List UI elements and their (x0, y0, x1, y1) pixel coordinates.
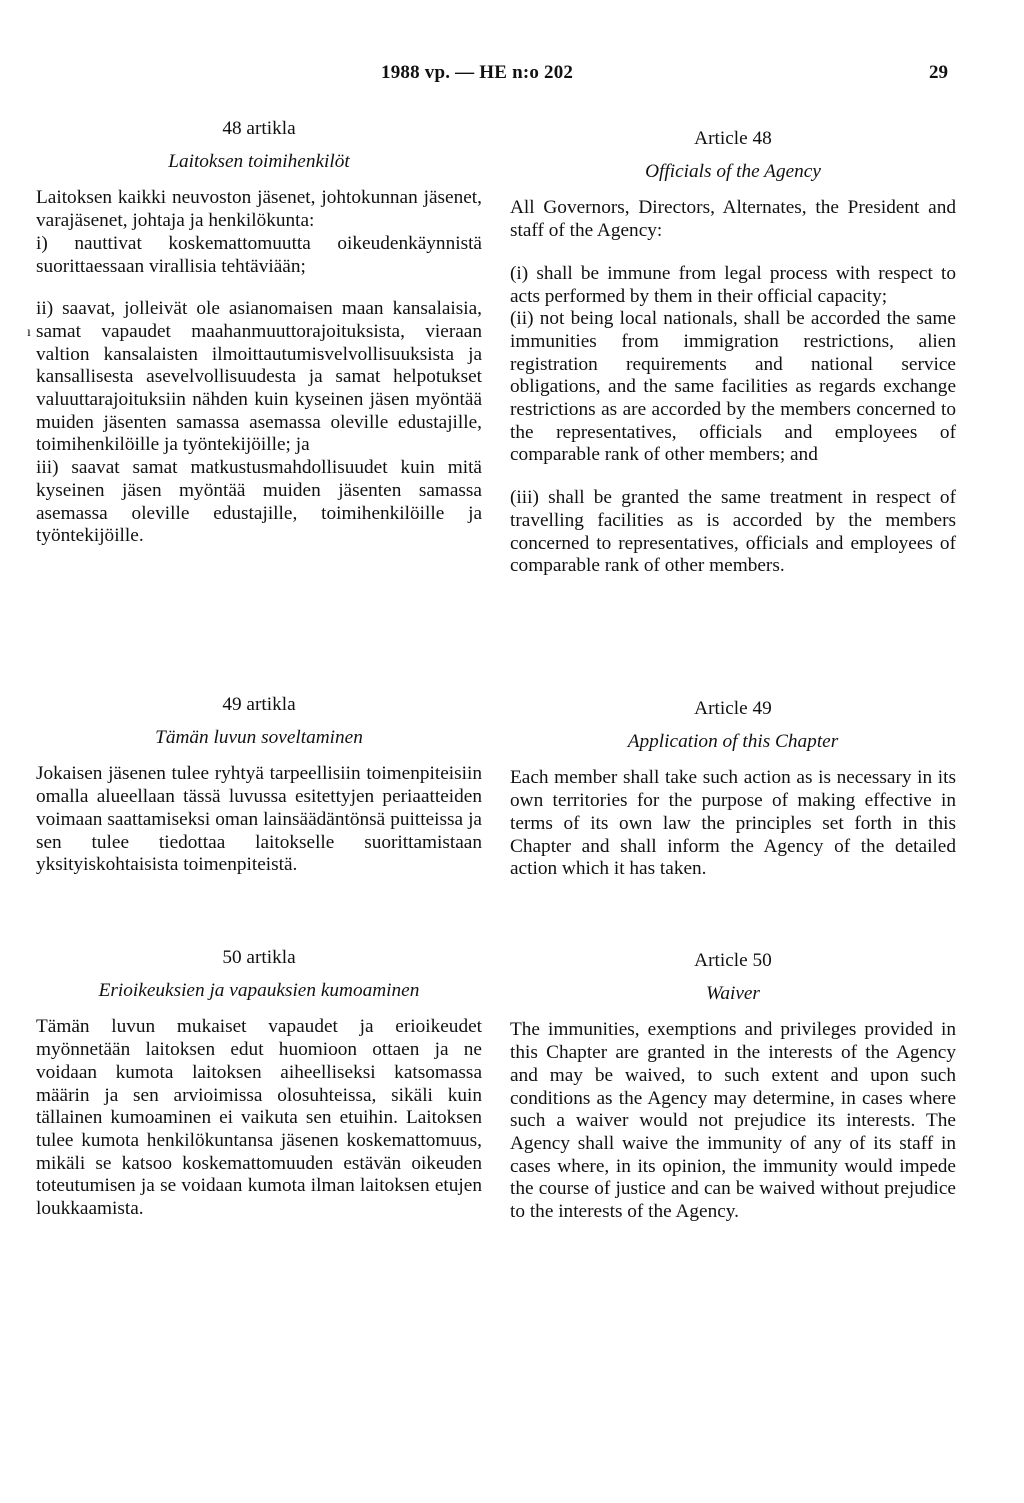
en-article-50-title: Waiver (706, 982, 760, 1004)
fi-article-48-item-ii-text: ii) saavat, jolleivät ole asianomaisen maan kansalaisia, samat vapaudet maahanmuuttorajoituksista, vieraan valtion kansalaisten ilmoittautumisvelvollisuuksista ja kansallisesta asevelvollisuudesta ja samat helpotukset valuuttarajoituksiin nähden kuin kyseinen jäsen myöntää muiden jäsenten samassa asemassa oleville edustajille, toimihenkilöille ja työntekijöille; ja (36, 298, 482, 456)
fi-article-50-heading: 50 artikla (222, 947, 296, 968)
fi-article-50-title: Erioikeuksien ja vapauksien kumoaminen (98, 979, 420, 1001)
page-header (0, 62, 1024, 92)
fi-article-49-body (36, 763, 482, 877)
fi-article-48-item-ii (27, 298, 482, 457)
fi-article-48-title: Laitoksen toimihenkilöt (168, 150, 350, 172)
fi-article-48 (27, 118, 482, 548)
en-article-48-item-ii: (ii) not being local nationals, shall be accorded the same immunities from immigration restrictions, alien registration requirements and national service obligations, and the same facilities as regards exchange restrictions as are accorded by the members concerned to the representatives, officials and employees of comparable rank of other members; and (510, 308, 956, 466)
en-article-50-text: The immunities, exemptions and privileges provided in this Chapter are granted in the interests of the Agency and may be waived, to such extent and upon such conditions as the Agency may determine, in cases where such a waiver would not prejudice its interests. The Agency shall waive the immunity of any of its staff in cases where, in its opinion, the immunity would impede the course of justice and can be waived without prejudice to the interests of the Agency. (510, 1019, 956, 1223)
page-number: 29 (929, 62, 948, 83)
en-article-49-heading: Article 49 (694, 698, 772, 719)
en-article-48-intro: All Governors, Directors, Alternates, the President and staff of the Agency: (510, 197, 956, 242)
en-article-50-body (510, 1019, 956, 1223)
fi-article-48-item-i: i) nauttivat koskemattomuutta oikeudenkäynnistä suorittaessaan virallisia tehtäviään; (36, 232, 482, 277)
margin-mark: ı (27, 325, 31, 341)
fi-article-49-title: Tämän luvun soveltaminen (155, 726, 363, 748)
fi-article-49 (36, 694, 482, 877)
en-article-48-body (510, 197, 956, 578)
en-article-48 (510, 128, 956, 578)
fi-article-48-body (27, 187, 482, 548)
en-article-48-item-iii: (iii) shall be granted the same treatment in respect of travelling facilities as is accorded by the members concerned to representatives, officials and employees of comparable rank of other members. (510, 487, 956, 577)
en-article-48-item-i: (i) shall be immune from legal process with respect to acts performed by them in their official capacity; (510, 262, 956, 307)
fi-article-49-text: Jokaisen jäsenen tulee ryhtyä tarpeellisiin toimenpiteisiin omalla alueellaan tässä luvussa esitettyjen periaatteiden voimaan saattamiseksi oman lainsäädäntönsä puitteissa ja sen tulee tiedottaa laitokselle suorittamistaan yksityiskohtaisista toimenpiteistä. (36, 763, 482, 876)
en-article-49 (510, 698, 956, 881)
en-article-48-title: Officials of the Agency (645, 160, 821, 182)
en-article-48-heading: Article 48 (694, 128, 772, 149)
en-article-49-title: Application of this Chapter (627, 730, 839, 752)
running-head: 1988 vp. — HE n:o 202 (381, 62, 574, 83)
fi-article-50-body (36, 1016, 482, 1220)
en-article-49-text: Each member shall take such action as is necessary in its own territories for the purpose of making effective in terms of its own law the principles set forth in this Chapter and shall inform the Agency of the detailed action which it has taken. (510, 767, 956, 880)
fi-article-48-item-iii: iii) saavat samat matkustusmahdollisuudet kuin mitä kyseinen jäsen myöntää muiden jäsenten samassa asemassa oleville edustajille, toimihenkilöille ja työntekijöille. (36, 457, 482, 547)
fi-article-50 (36, 947, 482, 1221)
fi-article-48-intro: Laitoksen kaikki neuvoston jäsenet, johtokunnan jäsenet, varajäsenet, johtaja ja henkilökunta: (36, 187, 482, 232)
fi-article-49-heading: 49 artikla (222, 694, 296, 715)
fi-article-50-text: Tämän luvun mukaiset vapaudet ja erioikeudet myönnetään laitoksen edut huomioon ottaen ja ne voidaan kumota laitoksen aiheelliseksi katsomassa määrin ja sen arvioimissa olosuhteissa, sikäli kuin tällainen kumoaminen ei vaikuta sen etuihin. Laitoksen tulee kumota henkilökuntansa jäsenen koskemattomuus, mikäli se katsoo koskemattomuuden estävän oikeuden toteutumisen ja se voidaan kumota ilman laitoksen etujen loukkaamista. (36, 1016, 482, 1220)
en-article-49-body (510, 767, 956, 881)
en-article-50 (510, 950, 956, 1224)
en-article-50-heading: Article 50 (694, 950, 772, 971)
fi-article-48-heading: 48 artikla (222, 118, 296, 139)
